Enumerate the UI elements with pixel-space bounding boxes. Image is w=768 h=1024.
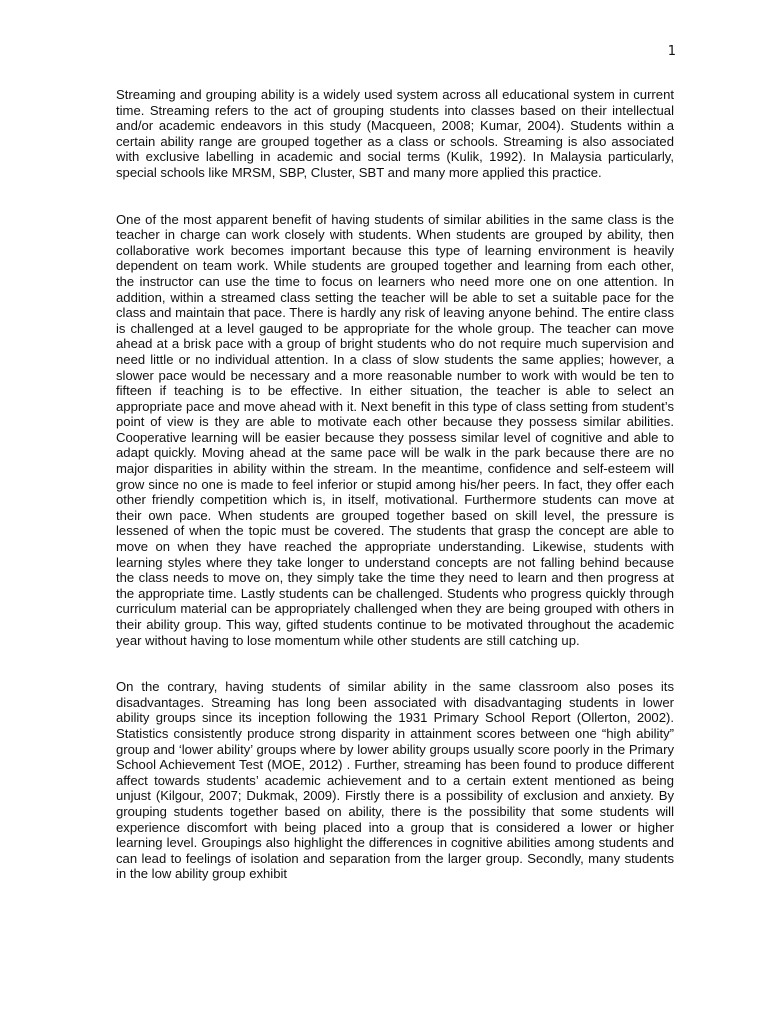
paragraph-streaming-intro: Streaming and grouping ability is a widely used system across all educational system in current time. Streaming refers to the act of grouping students into classes based on their intellectual and/or academic endeavors in this study (Macqueen, 2008; Kumar, 2004). Students within a certain ability range are grouped together as a class or schools. Streaming is also associated with exclusive labelling in academic and social terms (Kulik, 1992). In Malaysia particularly, special schools like MRSM, SBP, Cluster, SBT and many more applied this practice. [116,87,674,180]
document-body [116,87,674,882]
paragraph-benefits: One of the most apparent benefit of having students of similar abilities in the same class is the teacher in charge can work closely with students. When students are grouped by ability, then collaborative work becomes important because this type of learning environment is heavily dependent on team work. While students are grouped together and learning from each other, the instructor can use the time to focus on learners who need more one on one attention. In addition, within a streamed class setting the teacher will be able to set a suitable pace for the class and maintain that pace. There is hardly any risk of leaving anyone behind. The entire class is challenged at a level gauged to be appropriate for the whole group. The teacher can move ahead at a brisk pace with a group of bright students who do not require much supervision and need little or no individual attention. In a class of slow students the same applies; however, a slower pace would be necessary and a more reasonable number to work with would be ten to fifteen if teaching is to be effective. In either situation, the teacher is able to select an appropriate pace and move ahead with it. Next benefit in this type of class setting from student’s point of view is they are able to motivate each other because they possess similar abilities. Cooperative learning will be easier because they possess similar level of cognitive and able to adapt quickly. Moving ahead at the same pace will be walk in the park because there are no major disparities in ability within the stream. In the meantime, confidence and self-esteem will grow since no one is made to feel inferior or stupid among his/her peers. In fact, they offer each other friendly competition which is, in itself, motivational. Furthermore students can move at their own pace. When students are grouped together based on skill level, the pressure is lessened of when the topic must be covered. The students that grasp the concept are able to move on when they have reached the appropriate understanding. Likewise, students with learning styles where they take longer to understand concepts are not falling behind because the class needs to move on, they simply take the time they need to learn and then progress at the appropriate time. Lastly students can be challenged. Students who progress quickly through curriculum material can be appropriately challenged when they are being grouped with others in their ability group. This way, gifted students continue to be motivated throughout the academic year without having to lose momentum while other students are still catching up. [116,211,674,648]
page-number: 1 [667,44,676,59]
paragraph-disadvantages: On the contrary, having students of similar ability in the same classroom also poses its disadvantages. Streaming has long been associated with disadvantaging students in lower ability groups since its inception following the 1931 Primary School Report (Ollerton, 2002). Statistics consistently produce strong disparity in attainment scores between one “high ability” group and ‘lower ability’ groups where by lower ability groups usually score poorly in the Primary School Achievement Test (MOE, 2012) . Further, streaming has been found to produce different affect towards students’ academic achievement and to a certain extent mentioned as being unjust (Kilgour, 2007; Dukmak, 2009). Firstly there is a possibility of exclusion and anxiety. By grouping students together based on ability, there is the possibility that some students will experience discomfort with being placed into a group that is considered a lower or higher learning level. Groupings also highlight the differences in cognitive abilities among students and can lead to feelings of isolation and separation from the larger group. Secondly, many students in the low ability group exhibit [116,679,674,882]
